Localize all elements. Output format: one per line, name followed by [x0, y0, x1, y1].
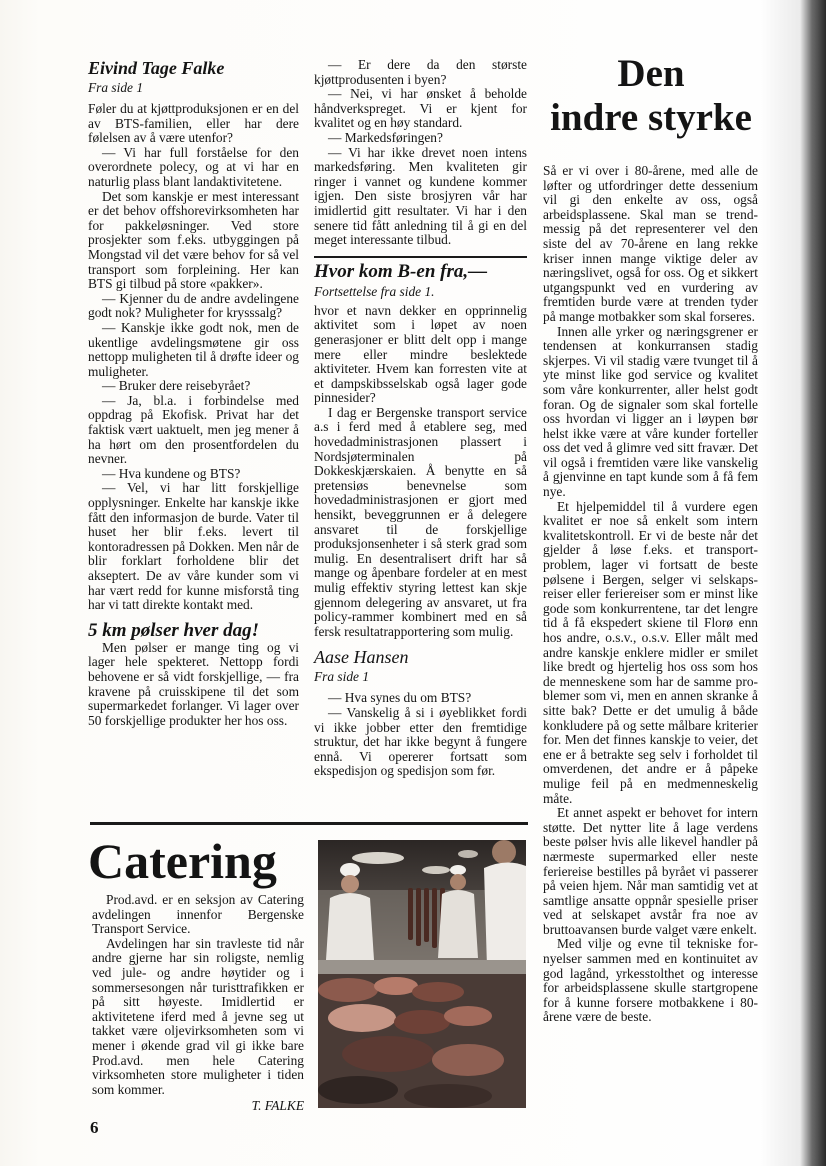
signature: T. FALKE [251, 1098, 304, 1114]
paragraph: Innen alle yrker og næringsgrener er tendensen at konkurransen stadig skjerpes. Vi vil stadig være tvunget til å yte minst like god service og kvalitet som våre konkurrenter, aller helst godt foran. Og de signaler som skal fortelle oss hvordan vi ligger an i løypen bør helst ikke være at våre kunder forteller oss det ved å glimre ved sitt fravær. Det vil også i fremtiden være like vanskelig å gjenvinne en tapt kunde som å få fem nye. [543, 323, 758, 500]
paragraph: — Kanskje ikke godt nok, men de ukentlige avdelingsmøtene gir oss nettopp muligheten til å drøfte ideer og muligheter. [88, 319, 299, 379]
paragraph: Avdelingen har sin travleste tid når andre gjerne har sin roligste, nemlig ved jule- og andre høytider og i sommersesongen når turisttrafikken er på sitt høyeste. Imidlertid er aktivitetene iferd med å jevne seg ut takket være oljevirksomheten som vi mener i økende grad vil gi ikke bare Prod.avd. men hele Catering virksomheten store muligheter i tiden som kommer. [92, 935, 304, 1097]
paragraph: — Kjenner du de andre avdelingene godt nok? Muligheter for krysssalg? [88, 290, 299, 321]
headline-line-2: indre styrke [550, 96, 752, 139]
column-right-title [540, 52, 762, 140]
paragraph: Men pølser er mange ting og vi lager hele spekteret. Nettopp fordi behovene er så vidt forskjellige, — fra kravene på cruisskipene til det som supermarkedet forlanger. Vi lager over 50 forskjellige produkter her hos oss. [88, 639, 299, 728]
article-subheading: Fra side 1 [88, 80, 144, 95]
paragraph: — Vanskelig å si i øyeblikket fordi vi ikke jobber etter den fremtidige struktur, det har ikke begynt å fungere ennå. Vi opererer fortsatt som ekspedisjon og spedisjon som før. [314, 704, 527, 779]
article-heading: 5 km pølser hver dag! [88, 619, 259, 641]
paragraph: Så er vi over i 80-årene, med alle de løfter og utfordringer dette dessenium vil gi den enkelte av oss, også arbeidsplassene. Skal man se trendmessig på det representerer vel den siste del av 70-årene en lang rekke kriser innen mange viktige deler av næringslivet, også for oss. Og et sikkert utgangspunkt ved en vurdering av fremtiden burde være at trenden tyder på mange motbakker som skal forseres. [543, 163, 758, 324]
paragraph: — Bruker dere reisebyrået? [102, 378, 251, 394]
paragraph: Et hjelpemiddel til å vurdere egen kvalitet er noe så enkelt som intern kvalitetskontroll. Er vi de beste når det gjelder å løse f.eks. et transportproblem, lager vi fortsatt de beste pølsene i Bergen, selger vi selskapsreiser eller feriereiser som er minst like gode som konkurrentene, tar det lengre tid å få ekspedert skiene til Florø enn hos andre, o.s.v., o.s.v. Eller målt med andre kanskje enklere midler er smilet like bredt og hjertelig hos oss som hos de menneskene som har de samme problemer som vi, men en annen skranke å sitte bak? Dette er det umulig å både konkludere på og sette målbare kriterier for. Men det finnes kanskje to veier, det ene er å betrakte seg selv i forholdet til omverdenen, det andre er å påpeke mulige feil på en medmenneskelig måte. [543, 498, 758, 806]
catering-title: Catering [88, 833, 277, 889]
catering-text [92, 893, 304, 1114]
paragraph: — Vi har full forståelse for den overordnete polecy, og at vi har en naturlig plass blant landaktivitetene. [88, 144, 299, 189]
paragraph: I dag er Bergenske transport service a.s i ferd med å etablere seg, med hovedadministrasjonen plassert i Nordsjøterminalen på Dokkeskjærskaien. Å benytte en så pretensiøs benevnelse som hovedadministrasjonen er gjort med hensikt, beveggrunnen er å delegere ansvaret til de forskjellige produksjonsenheter i så sterk grad som mulig. En desentralisert drift har så mange og åpenbare fordeler at en mest mulig effektiv styring lettest kan skje gjennom delegering av ansvaret, ut fra policy-rammer kombinert med en så fersk resultatrapportering som mulig. [314, 404, 527, 639]
paragraph: Med vilje og evne til tekniske fornyelser sammen med en kontinuitet av god lagånd, yrkesstolthet og interesse for arbeidsplassene skulle startgropene for å kunne forsere motbakkene i 80-årene være de beste. [543, 936, 758, 1025]
paragraph: Prod.avd. er en seksjon av Catering avdelingen innenfor Bergenske Transport Service. [92, 892, 304, 937]
page-number: 6 [90, 1118, 99, 1137]
article-heading: Hvor kom B-en fra,— [314, 260, 488, 282]
paragraph: — Nei, vi har ønsket å beholde håndverkspreget. Vi er kjent for kvalitet og en høy standard. [314, 86, 527, 131]
headline-line-1: Den [617, 52, 685, 95]
paragraph: — Hva kundene og BTS? [102, 465, 241, 481]
column-middle [314, 58, 527, 779]
article-heading: Aase Hansen [314, 647, 409, 668]
paragraph: Et annet aspekt er behovet for intern støtte. Det nytter lite å lage verdens beste pølser hvis alle likevel handler på nærmeste supermarked eller neste feriereise bestilles på byrået vi passerer på veien hjem. Når man samtidig vet at samtlige ansatte oppnår spesielle priser ved at selskapet avstår fra noe av bruttoavansen burde valget være enkelt. [543, 805, 758, 937]
paragraph: — Markedsføringen? [328, 129, 443, 145]
article-heading: Eivind Tage Falke [88, 58, 225, 78]
paragraph: Føler du at kjøttproduksjonen er en del av BTS-familien, eller har dere følelsen av å være utenfor? [88, 101, 299, 146]
paragraph: — Vi har ikke drevet noen intens markedsføring. Men kvaliteten gir ringer i vannet og kundene kommer igjen. Den siste brosjyren vår har imidlertid gitt resultater. Vi har i den senere tid fått anledning til å gi en del meget interessante tilbud. [314, 144, 527, 248]
paragraph: — Vel, vi har litt forskjellige opplysninger. Enkelte har kanskje ikke fått den informasjon de burde. Vater til huset her blir f.eks. levert til kontoradressen på Dokken. Men når de blir forklart forholdene blir det akseptert. De av våre kunder som vi har vært redd for kunne misforstå ting har vi tatt direkte kontakt med. [88, 480, 299, 613]
kitchen-photo [318, 840, 526, 1108]
paragraph: hvor et navn dekker en opprinnelig aktivitet som i løpet av noen generasjoner er blitt delt opp i mange mere eller mindre beslektede aktiviteter. Hvem kan forresten vite at et dampskibsselskab også lager gode pinnesider? [314, 302, 527, 406]
article-subheading: Fortsettelse fra side 1. [314, 283, 435, 299]
section-divider [314, 256, 527, 258]
paragraph: Det som kanskje er mest interessant er det behov offshorevirksomheten har for pakkeløsninger. Ved store prosjekter som f.eks. utbyggingen på Mongstad vil det være behov for så vel transport som forpleining. Her kan BTS gi tilbud på store «pakker». [88, 188, 299, 292]
column-left [88, 58, 299, 728]
paragraph: — Er dere da den største kjøttprodusenten i byen? [314, 57, 527, 87]
kitchen-photo-image [318, 840, 526, 1108]
catering-divider [90, 822, 528, 825]
paragraph: — Hva synes du om BTS? [328, 690, 472, 706]
column-right [543, 164, 758, 1025]
paragraph: — Ja, bl.a. i forbindelse med oppdrag på Ekofisk. Privat har det faktisk vært uaktuelt, men jeg mener å ha hørt om den prosentfordelen du nevner. [88, 392, 299, 467]
article-subheading: Fra side 1 [314, 669, 370, 685]
